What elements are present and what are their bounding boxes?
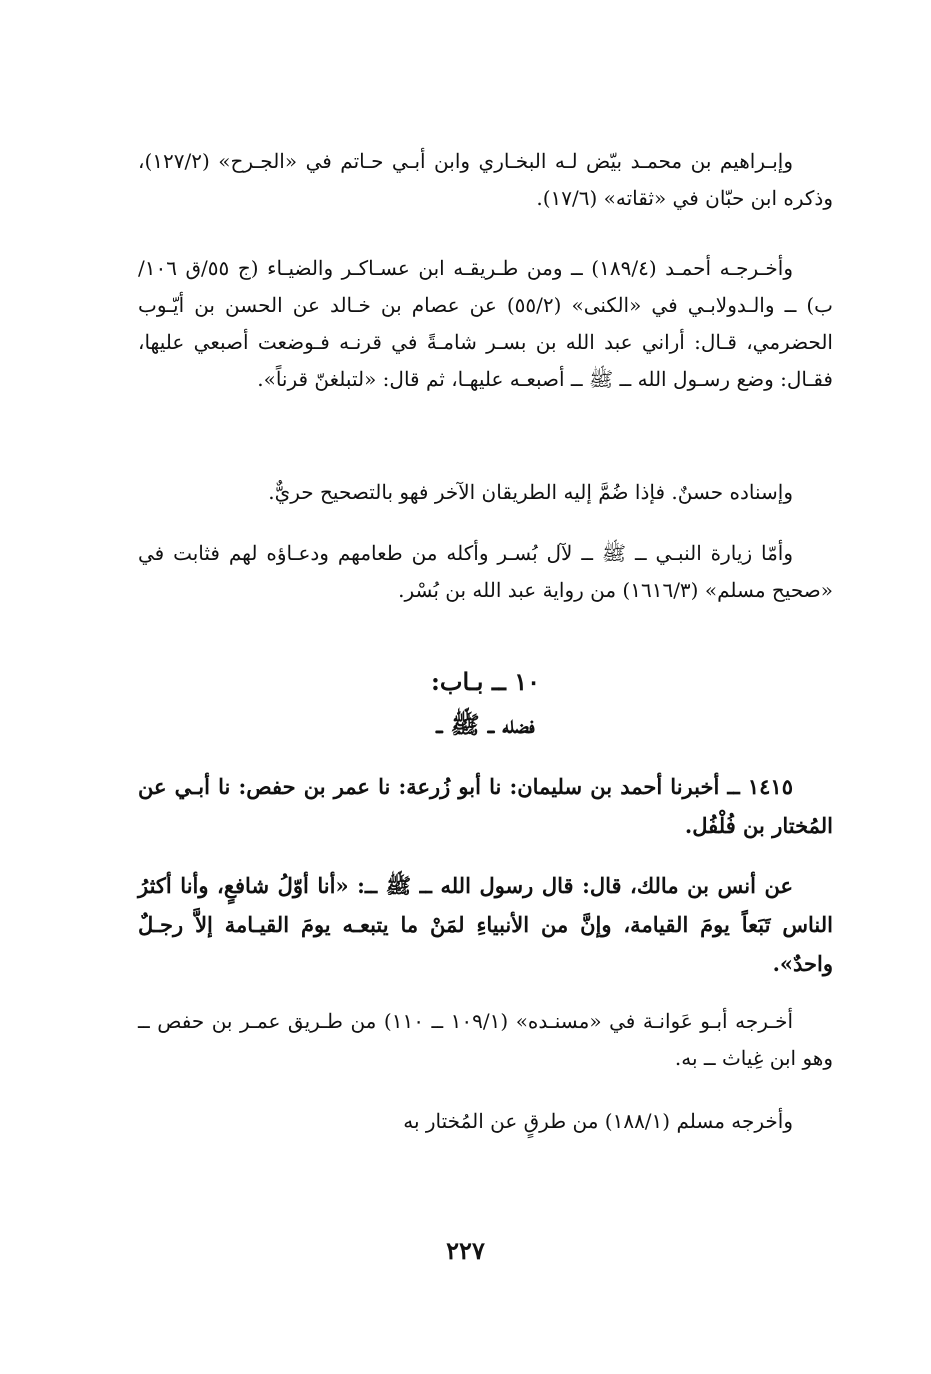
paragraph-4: وأمّا زيارة النبـي ــ ﷺ ــ لآل بُسـر وأكله من طعامهم ودعـاؤه لهم فثابت في «صحيح مسلم» (١٦١٦/٣) من رواية عبد الله بن بُسْر. xyxy=(138,541,833,602)
paragraph-takhrij-1: أخـرجه أبـو عَوانـة في «مسنـده» (١٠٩/١ ــ ١١٠) من طـريق عمـر بن حفص ــ وهو ابن غِياث ــ به. xyxy=(138,1009,833,1070)
paragraph-1: وإبـراهيم بن محمـد بيّض لـه البخـاري وابن أبـي حـاتم في «الجـرح» (١٢٧/٢)، وذكره ابن حبّان في «ثقاته» (١٧/٦). xyxy=(138,149,833,210)
page-number: ٢٢٧ xyxy=(446,1236,485,1265)
hadith-isnad: ١٤١٥ ــ أخبرنا أحمد بن سليمان: نا أبو زُرعة: نا عمر بن حفص: نا أبـي عن المُختار بن فُلْفُل. xyxy=(138,774,833,838)
paragraph-takhrij-2: وأخرجه مسلم (١٨٨/١) من طرقٍ عن المُختار به xyxy=(403,1109,793,1133)
chapter-number: ١٠ ــ بـاب: xyxy=(430,667,541,696)
paragraph-2: وأخـرجـه أحمـد (١٨٩/٤) ــ ومن طـريقـه ابن عسـاكـر والضيـاء (ج ٥٥/ق ١٠٦/ب) ــ والـدولابـي في «الكنى» (٥٥/٢) عن عصام بن خـالد عن الحسن بن أيّـوب الحضرمي، قـال: أراني عبد الله بن بسـر شامـةً في قرنـه فـوضعت أصبعي عليها، فقـال: وضع رسـول الله ــ ﷺ ــ أصبعـه عليهـا، ثم قال: «لتبلغنّ قرناً». xyxy=(138,256,834,391)
paragraph-3: وإسناده حسنٌ. فإذا ضُمَّ إليه الطريقان الآخر فهو بالتصحيح حريٌّ. xyxy=(268,480,793,504)
chapter-title: فضله ــ ﷺ ــ xyxy=(436,710,535,739)
hadith-text: عن أنس بن مالك، قال: قال رسول الله ــ ﷺ ــ: «أنا أوّلُ شافعٍ، وأنا أكثرُ الناس تَبَعاً يومَ القيامة، وإنَّ من الأنبياءِ لمَنْ ما يتبعـه يومَ القيـامة إلاَّ رجـلٌ واحدٌ». xyxy=(138,873,833,976)
